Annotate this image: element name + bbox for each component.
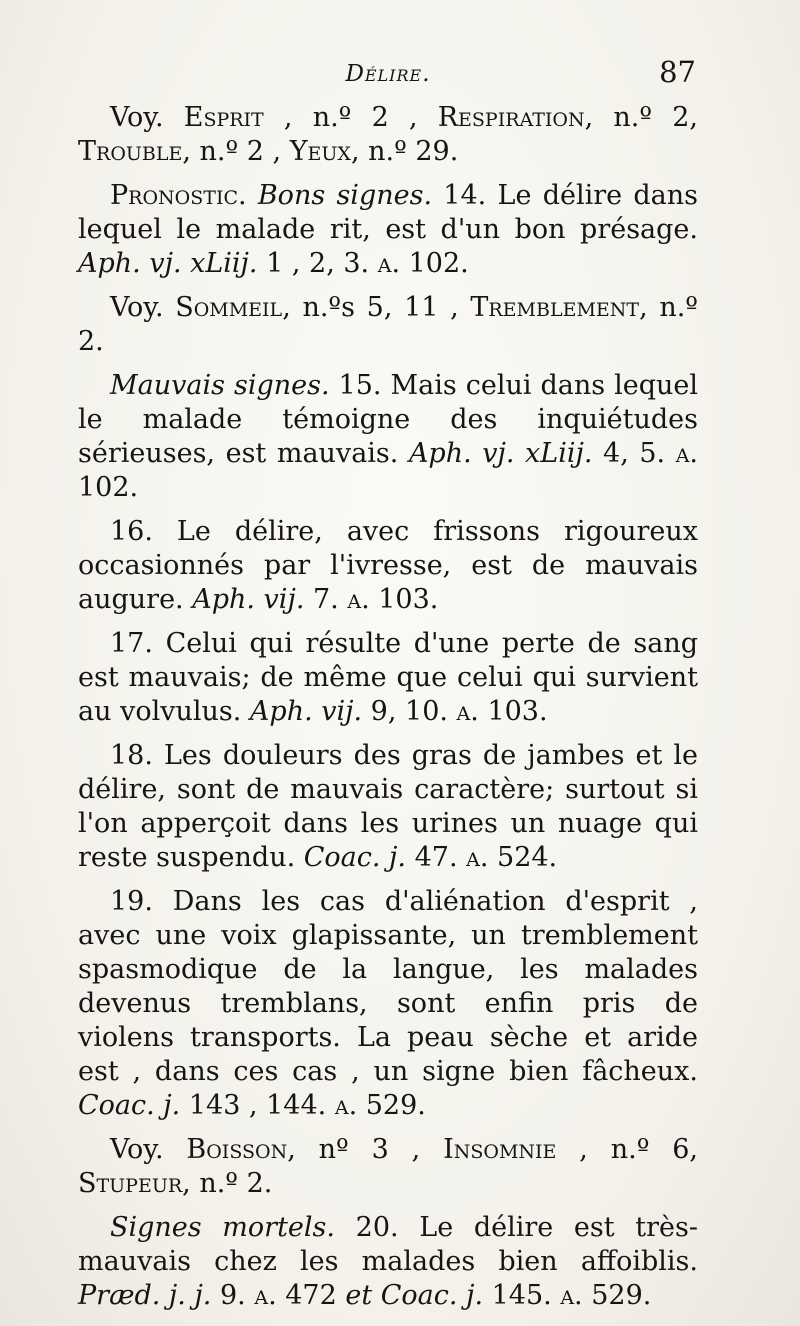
text-segment: 145. (483, 1280, 561, 1311)
text-segment: , n.º 2 , (263, 102, 438, 133)
text-segment: a. (334, 1090, 358, 1121)
text-segment: 102. (78, 472, 139, 503)
text-segment: 18. Les douleurs des gras de jambes et le délire, sont de mauvais caractère; surtout si l'on apperçoit dans les urines un nuage qui reste suspendu. (78, 740, 698, 873)
text-segment: , n.º 29. (350, 136, 459, 167)
text-segment: Pronostic (110, 180, 238, 211)
text-segment: , n.º 2, (584, 102, 698, 133)
text-segment: et Coac. j. (345, 1280, 484, 1311)
text-segment: , n.º 6, (556, 1134, 699, 1165)
text-segment: . (237, 180, 258, 211)
text-segment: 529. (582, 1280, 652, 1311)
text-segment: 143 , 144. (180, 1090, 335, 1121)
text-segment: Aph. vj. xLiij. (408, 438, 593, 469)
paragraph-voy-1 (78, 101, 698, 169)
text-segment: Voy. (110, 292, 176, 323)
text-segment: , n.º 2. (78, 292, 698, 357)
paragraph-para-18 (78, 739, 698, 875)
paragraph-pronostic-14 (78, 179, 698, 281)
text-segment: Voy. (110, 1134, 187, 1165)
text-segment: a. (377, 248, 401, 279)
text-segment: 524. (488, 842, 558, 873)
paragraph-para-19 (78, 885, 698, 1123)
text-segment: Voy. (110, 102, 184, 133)
paragraph-mortels-20 (78, 1211, 698, 1313)
text-segment: a. (560, 1280, 583, 1311)
text-segment: Signes mortels. (110, 1212, 335, 1243)
page-number: 87 (659, 55, 696, 89)
text-segment: Mauvais signes. (110, 370, 330, 401)
text-segment: 103. (478, 696, 548, 727)
text-segment: Trouble (78, 136, 183, 167)
text-segment: a. (675, 438, 698, 469)
text-segment: 14. Le délire dans lequel le malade rit, est d'un bon présage. (78, 180, 698, 245)
text-segment: Aph. vj. xLiij. (78, 248, 258, 279)
text-segment: , n.º 2 , (182, 136, 290, 167)
text-segment: a. (466, 842, 489, 873)
text-segment: , n.º 2. (182, 1168, 273, 1199)
text-segment: , n.ºs 5, 11 , (282, 292, 471, 323)
running-title: Délire. (345, 61, 431, 87)
text-segment: a. (456, 696, 479, 727)
text-segment: Esprit (183, 102, 264, 133)
paragraph-para-16 (78, 515, 698, 617)
text-segment: 17. Celui qui résulte d'une perte de sang est mauvais; de même que celui qui survient au volvulus. (78, 628, 698, 727)
text-segment: 47. (406, 842, 467, 873)
paragraph-para-17 (78, 627, 698, 729)
text-segment: 103. (369, 584, 439, 615)
paragraph-voy-2 (78, 291, 698, 359)
text-segment: Aph. vij. (249, 696, 363, 727)
text-segment: Respiration (437, 102, 585, 133)
text-segment: 1 , 2, 3. (257, 248, 378, 279)
text-segment: , nº 3 , (287, 1134, 444, 1165)
paragraph-mauvais-15 (78, 369, 698, 505)
text-segment: 529. (357, 1090, 426, 1121)
text-segment: Aph. vij. (192, 584, 305, 615)
text-segment: Boisson (186, 1134, 288, 1165)
paragraph-voy-3 (78, 1133, 698, 1201)
text-segment: Stupeur (78, 1168, 183, 1199)
text-segment: 9, 10. (362, 696, 457, 727)
text-segment: 7. (304, 584, 348, 615)
text-segment: Coac. j. (303, 842, 407, 873)
text-segment: 102. (400, 248, 469, 279)
body-text (78, 101, 698, 1313)
running-head (78, 55, 698, 95)
text-segment: 16. Le délire, avec frissons rigoureux occasionnés par l'ivresse, est de mauvais augure. (78, 516, 698, 615)
text-segment: a. (347, 584, 370, 615)
text-segment: Sommeil (175, 292, 283, 323)
text-segment: 19. Dans les cas d'aliénation d'esprit , avec une voix glapissante, un tremblement spasmodique de la langue, les malades devenus tremblans, sont enfin pris de violens transports. La peau sèche et aride est , dans ces cas , un signe bien fâcheux. (78, 886, 698, 1087)
text-segment: 472 (276, 1280, 346, 1311)
text-segment: Præd. j. j. (78, 1280, 212, 1311)
text-segment: 15. Mais celui dans lequel le malade témoigne des inquiétudes sérieuses, est mauvais. (78, 370, 699, 469)
text-segment: Tremblement (470, 292, 640, 323)
text-segment: Coac. j. (78, 1090, 181, 1121)
text-segment: Yeux (289, 136, 351, 167)
text-segment: 20. Le délire est très-mauvais chez les malades bien affoiblis. (78, 1212, 699, 1277)
text-segment: 4, 5. (592, 438, 676, 469)
text-segment: Insomnie (443, 1134, 557, 1165)
text-segment: 9. (211, 1280, 255, 1311)
text-segment: Bons signes. (257, 180, 433, 211)
text-segment: a. (254, 1280, 277, 1311)
